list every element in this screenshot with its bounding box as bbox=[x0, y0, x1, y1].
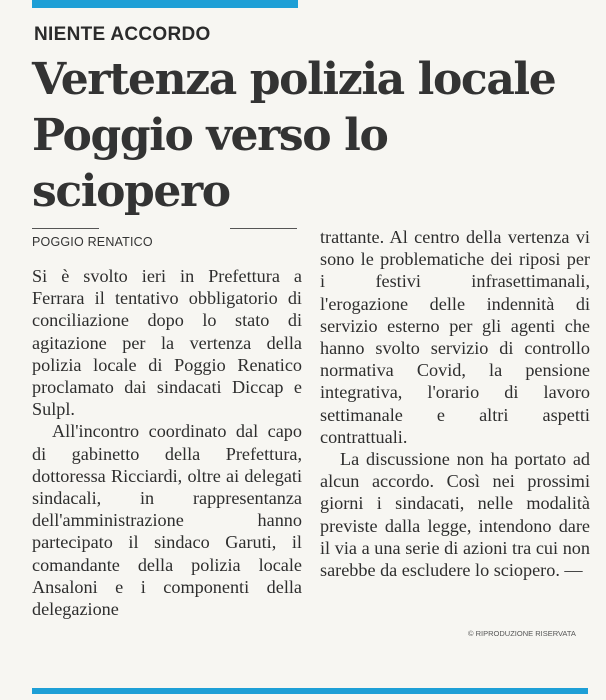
dateline-rule bbox=[32, 228, 99, 229]
bottom-accent-bar bbox=[32, 688, 588, 694]
article-column-right bbox=[320, 226, 590, 581]
headline-line-2: Poggio verso lo sciopero bbox=[32, 110, 388, 217]
paragraph: trattante. Al centro della vertenza vi sono le problematiche dei riposi per i festivi infrasettimanali, l'erogazione delle indennità di servizio esterno per gli agenti che hanno svolto servizio di controllo normativa Covid, la pensione integrativa, l'orario di lavoro settimanale e altri aspetti contrattuali. bbox=[320, 227, 590, 447]
copyright-notice: © RIPRODUZIONE RISERVATA bbox=[468, 629, 576, 638]
headline bbox=[32, 52, 592, 220]
top-accent-bar bbox=[32, 0, 298, 8]
paragraph: All'incontro coordinato dal capo di gabinetto della Prefettura, dottoressa Ricciardi, oltre ai delegati sindacali, in rappresentanza dell'amministrazione hanno partecipato il sindaco Garuti, il comandante della polizia locale Ansaloni e i componenti della delegazione bbox=[32, 421, 302, 620]
paragraph: Si è svolto ieri in Prefettura a Ferrara il tentativo obbligatorio di conciliazione dopo lo stato di agitazione per la vertenza della polizia locale di Poggio Renatico proclamato dai sindacati Diccap e Sulpl. bbox=[32, 266, 302, 420]
paragraph: La discussione non ha portato ad alcun accordo. Così nei prossimi giorni i sindacati, nelle modalità previste dalla legge, intendono dare il via a una serie di azioni tra cui non sarebbe da escludere lo sciopero. — bbox=[320, 449, 590, 581]
article-column-left bbox=[32, 265, 302, 620]
headline-line-1: Vertenza polizia locale bbox=[32, 54, 556, 105]
dateline: POGGIO RENATICO bbox=[32, 235, 153, 249]
kicker: NIENTE ACCORDO bbox=[34, 24, 211, 45]
column-rule bbox=[230, 228, 297, 229]
